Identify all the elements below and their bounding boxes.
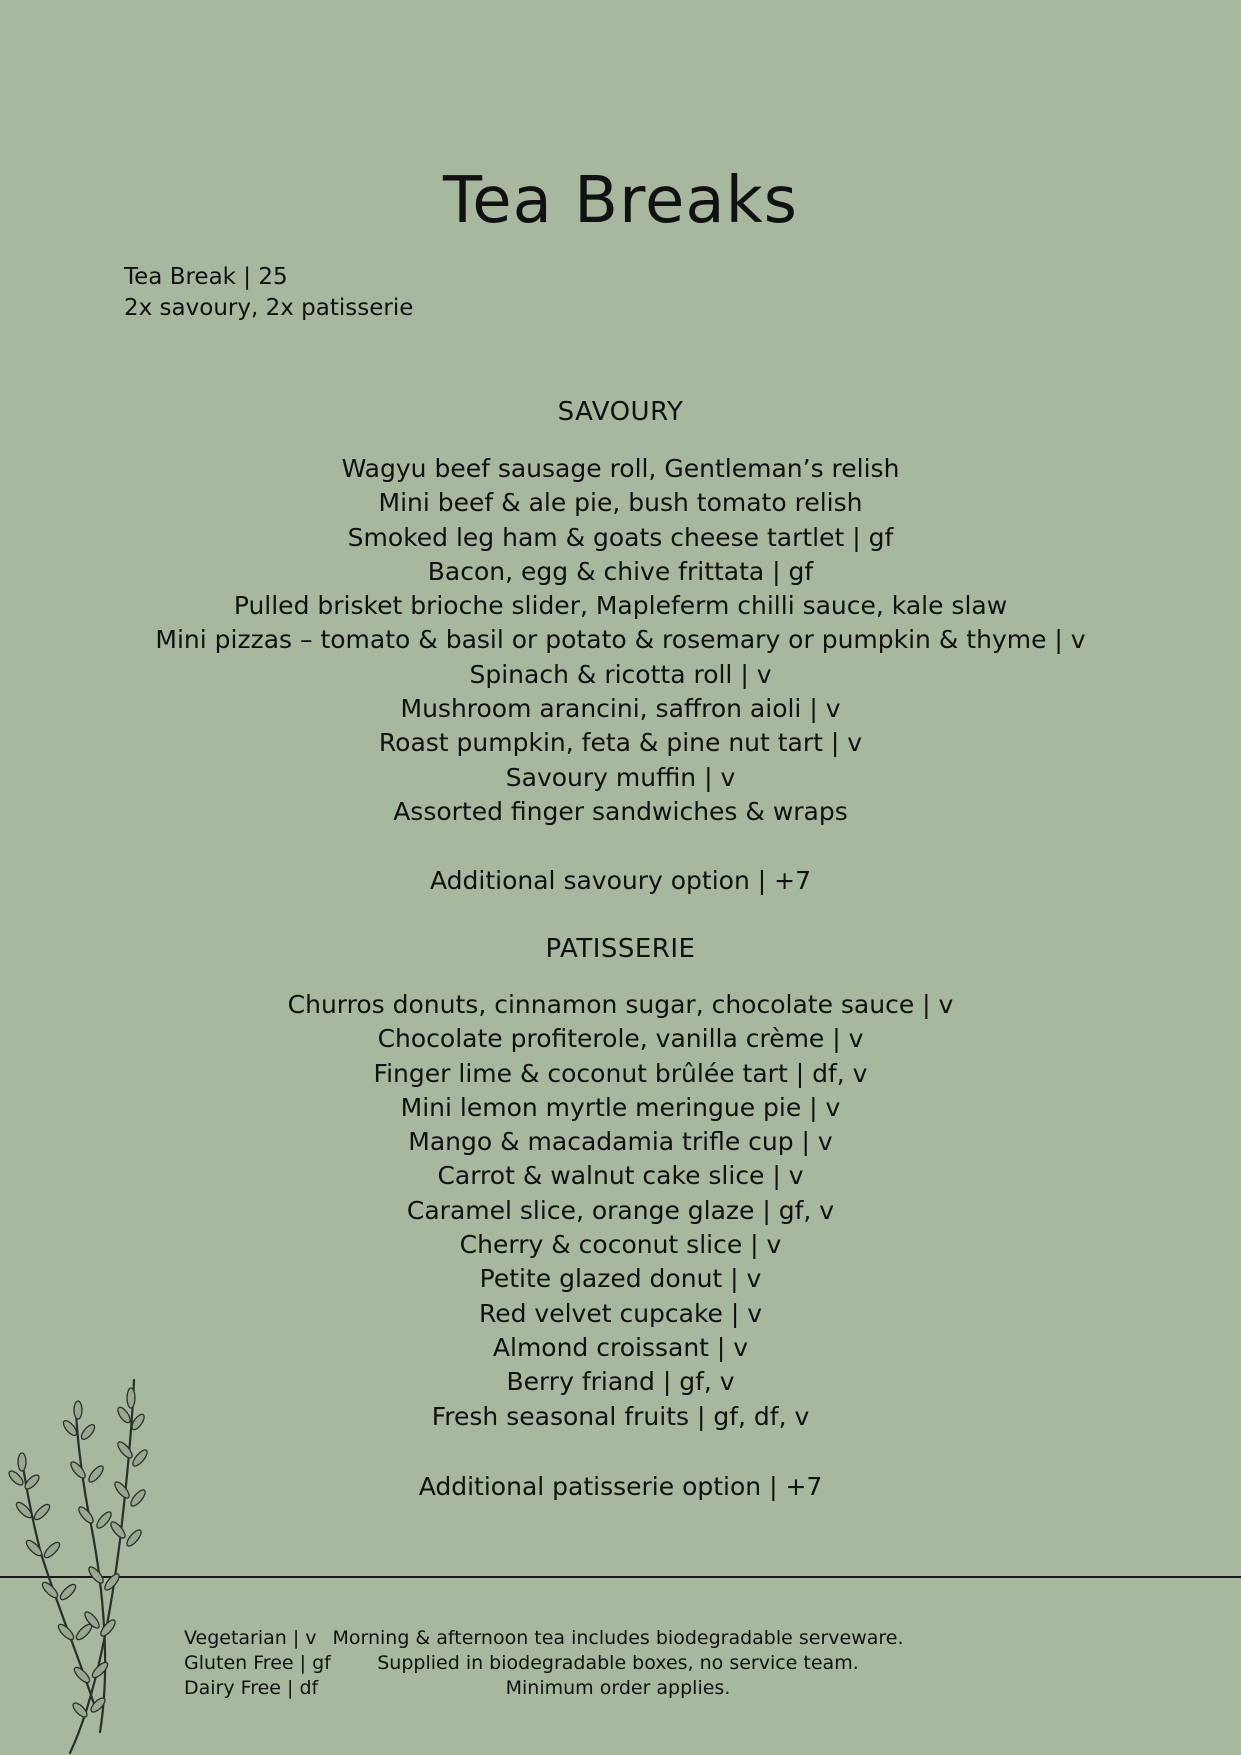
savoury-item: Mini pizzas – tomato & basil or potato & rosemary or pumpkin & thyme | v: [155, 625, 1086, 655]
patisserie-item: Petite glazed donut | v: [479, 1264, 762, 1294]
patisserie-item: Berry friand | gf, v: [506, 1367, 735, 1397]
footer-divider: [0, 1576, 1241, 1578]
savoury-item: Smoked leg ham & goats cheese tartlet | gf: [347, 522, 894, 552]
legend-vegetarian: Vegetarian | v: [184, 1627, 317, 1649]
patisserie-item: Chocolate profiterole, vanilla crème | v: [377, 1024, 864, 1054]
patisserie-additional-option: Additional patisserie option | +7: [418, 1472, 823, 1501]
package-price: Tea Break | 25: [124, 264, 288, 290]
page-title: Tea Breaks: [443, 163, 798, 238]
savoury-item: Mini beef & ale pie, bush tomato relish: [378, 488, 863, 518]
patisserie-item: Caramel slice, orange glaze | gf, v: [406, 1195, 835, 1225]
savoury-additional-option: Additional savoury option | +7: [430, 866, 811, 895]
savoury-item: Bacon, egg & chive frittata | gf: [427, 556, 814, 586]
patisserie-item: Finger lime & coconut brûlée tart | df, v: [373, 1058, 868, 1088]
savoury-item: Assorted finger sandwiches & wraps: [393, 796, 848, 826]
savoury-item: Pulled brisket brioche slider, Mapleferm chilli sauce, kale slaw: [233, 591, 1008, 621]
patisserie-item: Churros donuts, cinnamon sugar, chocolate sauce | v: [287, 990, 954, 1019]
savoury-item: Roast pumpkin, feta & pine nut tart | v: [378, 728, 863, 758]
legend-gluten-free: Gluten Free | gf: [184, 1652, 331, 1674]
savoury-item: Savoury muffin | v: [505, 762, 736, 792]
patisserie-item: Carrot & walnut cake slice | v: [437, 1161, 804, 1191]
patisserie-item: Mango & macadamia trifle cup | v: [408, 1127, 833, 1157]
savoury-item: Mushroom arancini, saffron aioli | v: [400, 694, 841, 724]
savoury-item: Spinach & ricotta roll | v: [469, 659, 772, 689]
package-description: 2x savoury, 2x patisserie: [124, 295, 414, 321]
patisserie-item: Red velvet cupcake | v: [478, 1298, 763, 1328]
savoury-list: [0, 452, 1241, 829]
patisserie-item: Fresh seasonal fruits | gf, df, v: [431, 1401, 810, 1431]
patisserie-item: Cherry & coconut slice | v: [459, 1230, 782, 1260]
legend-dairy-free: Dairy Free | df: [184, 1677, 319, 1699]
savoury-item: Wagyu beef sausage roll, Gentleman’s relish: [341, 454, 900, 483]
package-info: [124, 262, 413, 324]
herb-sprig-icon: [0, 1370, 170, 1755]
note-minimum-order: Minimum order applies.: [505, 1677, 731, 1699]
note-serveware: Morning & afternoon tea includes biodegradable serveware.: [332, 1627, 904, 1649]
note-packaging: Supplied in biodegradable boxes, no service team.: [377, 1652, 859, 1674]
service-notes: [318, 1626, 918, 1701]
patisserie-list: [0, 988, 1241, 1434]
patisserie-item: Mini lemon myrtle meringue pie | v: [400, 1092, 841, 1122]
savoury-heading: SAVOURY: [557, 397, 684, 427]
patisserie-item: Almond croissant | v: [492, 1332, 749, 1362]
dietary-legend: [184, 1626, 331, 1701]
patisserie-heading: PATISSERIE: [545, 934, 696, 964]
